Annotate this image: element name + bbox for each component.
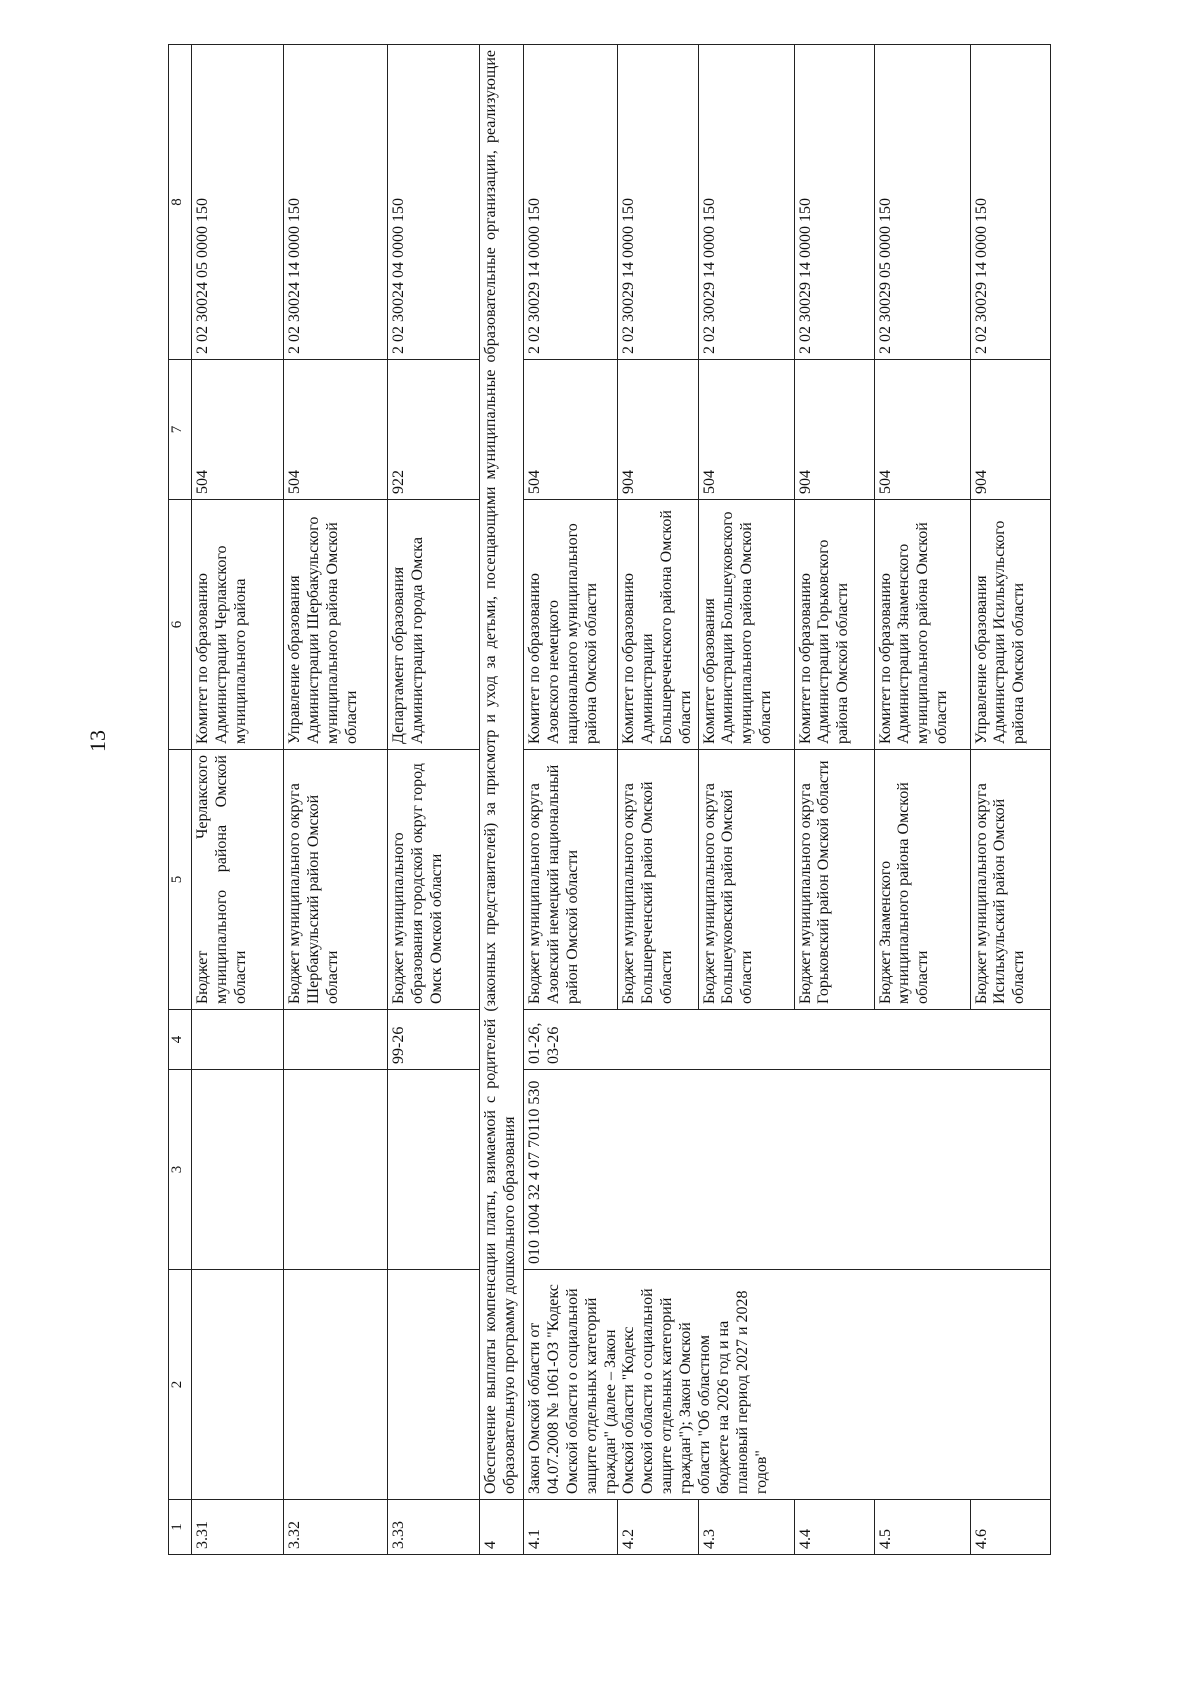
section-number: 4 (480, 1500, 524, 1555)
column-header-1: 1 (169, 1500, 192, 1555)
row-number: 4.6 (970, 1500, 1050, 1555)
income-code-cell: 2 02 30029 05 0000 150 (874, 45, 970, 360)
code-cell (284, 1010, 388, 1070)
recipient-budget-cell: Бюджет муниципального округа Исилькульский район Омской области (970, 750, 1050, 1010)
column-header-4: 4 (169, 1010, 192, 1070)
row-number: 3.31 (192, 1500, 284, 1555)
income-code-cell: 2 02 30029 14 0000 150 (618, 45, 699, 360)
rotated-table-container (168, 45, 1048, 1555)
department-code-cell: 904 (794, 360, 874, 500)
legal-basis-cell (388, 1270, 480, 1500)
department-code-cell: 504 (874, 360, 970, 500)
recipient-budget-cell: Бюджет муниципального образования городской округ город Омск Омской области (388, 750, 480, 1010)
row-number: 3.32 (284, 1500, 388, 1555)
administrator-cell: Управление образования Администрации Шербакульского муниципального района Омской области (284, 500, 388, 750)
administrator-cell: Комитет по образованию Администрации Знаменского муниципального района Омской области (874, 500, 970, 750)
administrator-cell: Управление образования Администрации Исилькульского района Омской области (970, 500, 1050, 750)
recipient-budget-cell: Бюджет муниципального округа Азовский немецкий национальный район Омской области (524, 750, 618, 1010)
column-header-8: 8 (169, 45, 192, 360)
row-number: 4.4 (794, 1500, 874, 1555)
legal-basis-cell (284, 1270, 388, 1500)
income-code-cell: 2 02 30029 14 0000 150 (698, 45, 794, 360)
administrator-cell: Комитет по образованию Администрации Черлакского муниципального района (192, 500, 284, 750)
page-number: 13 (85, 730, 110, 752)
code-cell: 99-26 (388, 1010, 480, 1070)
income-code-cell: 2 02 30024 04 0000 150 (388, 45, 480, 360)
recipient-budget-cell: Бюджет Черлакского муниципального района Омской области (192, 750, 284, 1010)
department-code-cell: 904 (970, 360, 1050, 500)
column-header-6: 6 (169, 500, 192, 750)
table-row (524, 45, 618, 1555)
code-cell: 01-26, 03-26 (524, 1010, 1051, 1070)
department-code-cell: 922 (388, 360, 480, 500)
recipient-budget-cell: Бюджет муниципального округа Большереченский район Омской области (618, 750, 699, 1010)
row-number: 4.5 (874, 1500, 970, 1555)
department-code-cell: 504 (698, 360, 794, 500)
recipient-budget-cell: Бюджет муниципального округа Большеуковский район Омской области (698, 750, 794, 1010)
administrator-cell: Комитет по образованию Администрации Горьковского района Омской области (794, 500, 874, 750)
administrator-cell: Комитет образования Администрации Большеуковского муниципального района Омской области (698, 500, 794, 750)
budget-code-cell (284, 1070, 388, 1270)
income-code-cell: 2 02 30029 14 0000 150 (794, 45, 874, 360)
income-code-cell: 2 02 30024 14 0000 150 (284, 45, 388, 360)
income-code-cell: 2 02 30024 05 0000 150 (192, 45, 284, 360)
recipient-budget-cell: Бюджет муниципального округа Шербакульский район Омской области (284, 750, 388, 1010)
section-title: Обеспечение выплаты компенсации платы, взимаемой с родителей (законных представителей) за присмотр и уход за детьми, посещающими муниципальные образовательные организации, реализующие образовательную программу дошкольного образования (480, 45, 524, 1500)
administrator-cell: Комитет по образованию Администрации Большереченского района Омской области (618, 500, 699, 750)
table-row (284, 45, 388, 1555)
department-code-cell: 504 (524, 360, 618, 500)
legal-basis-cell: Закон Омской области от 04.07.2008 № 1061-ОЗ "Кодекс Омской области о социальной защите отдельных категорий граждан" (далее – Закон Омской области "Кодекс Омской области о социальной защите отдельных категорий граждан"); Закон Омской области "Об областном бюджете на 2026 год и на плановый период 2027 и 2028 годов" (524, 1270, 1051, 1500)
header-row (169, 45, 192, 1555)
administrator-cell: Департамент образования Администрации города Омска (388, 500, 480, 750)
administrator-cell: Комитет по образованию Азовского немецкого национального муниципального района Омской области (524, 500, 618, 750)
recipient-budget-cell: Бюджет Знаменского муниципального района Омской области (874, 750, 970, 1010)
row-number: 4.3 (698, 1500, 794, 1555)
income-code-cell: 2 02 30029 14 0000 150 (970, 45, 1050, 360)
column-header-3: 3 (169, 1070, 192, 1270)
section-row (480, 45, 524, 1555)
budget-code-cell: 010 1004 32 4 07 70110 530 (524, 1070, 1051, 1270)
department-code-cell: 904 (618, 360, 699, 500)
row-number: 4.1 (524, 1500, 618, 1555)
recipient-budget-cell: Бюджет муниципального округа Горьковский район Омской области (794, 750, 874, 1010)
row-number: 4.2 (618, 1500, 699, 1555)
department-code-cell: 504 (284, 360, 388, 500)
budget-code-cell (192, 1070, 284, 1270)
legal-basis-cell (192, 1270, 284, 1500)
department-code-cell: 504 (192, 360, 284, 500)
table-row (192, 45, 284, 1555)
column-header-2: 2 (169, 1270, 192, 1500)
budget-table (168, 44, 1051, 1555)
column-header-7: 7 (169, 360, 192, 500)
income-code-cell: 2 02 30029 14 0000 150 (524, 45, 618, 360)
code-cell (192, 1010, 284, 1070)
table-row (388, 45, 480, 1555)
row-number: 3.33 (388, 1500, 480, 1555)
budget-code-cell (388, 1070, 480, 1270)
column-header-5: 5 (169, 750, 192, 1010)
